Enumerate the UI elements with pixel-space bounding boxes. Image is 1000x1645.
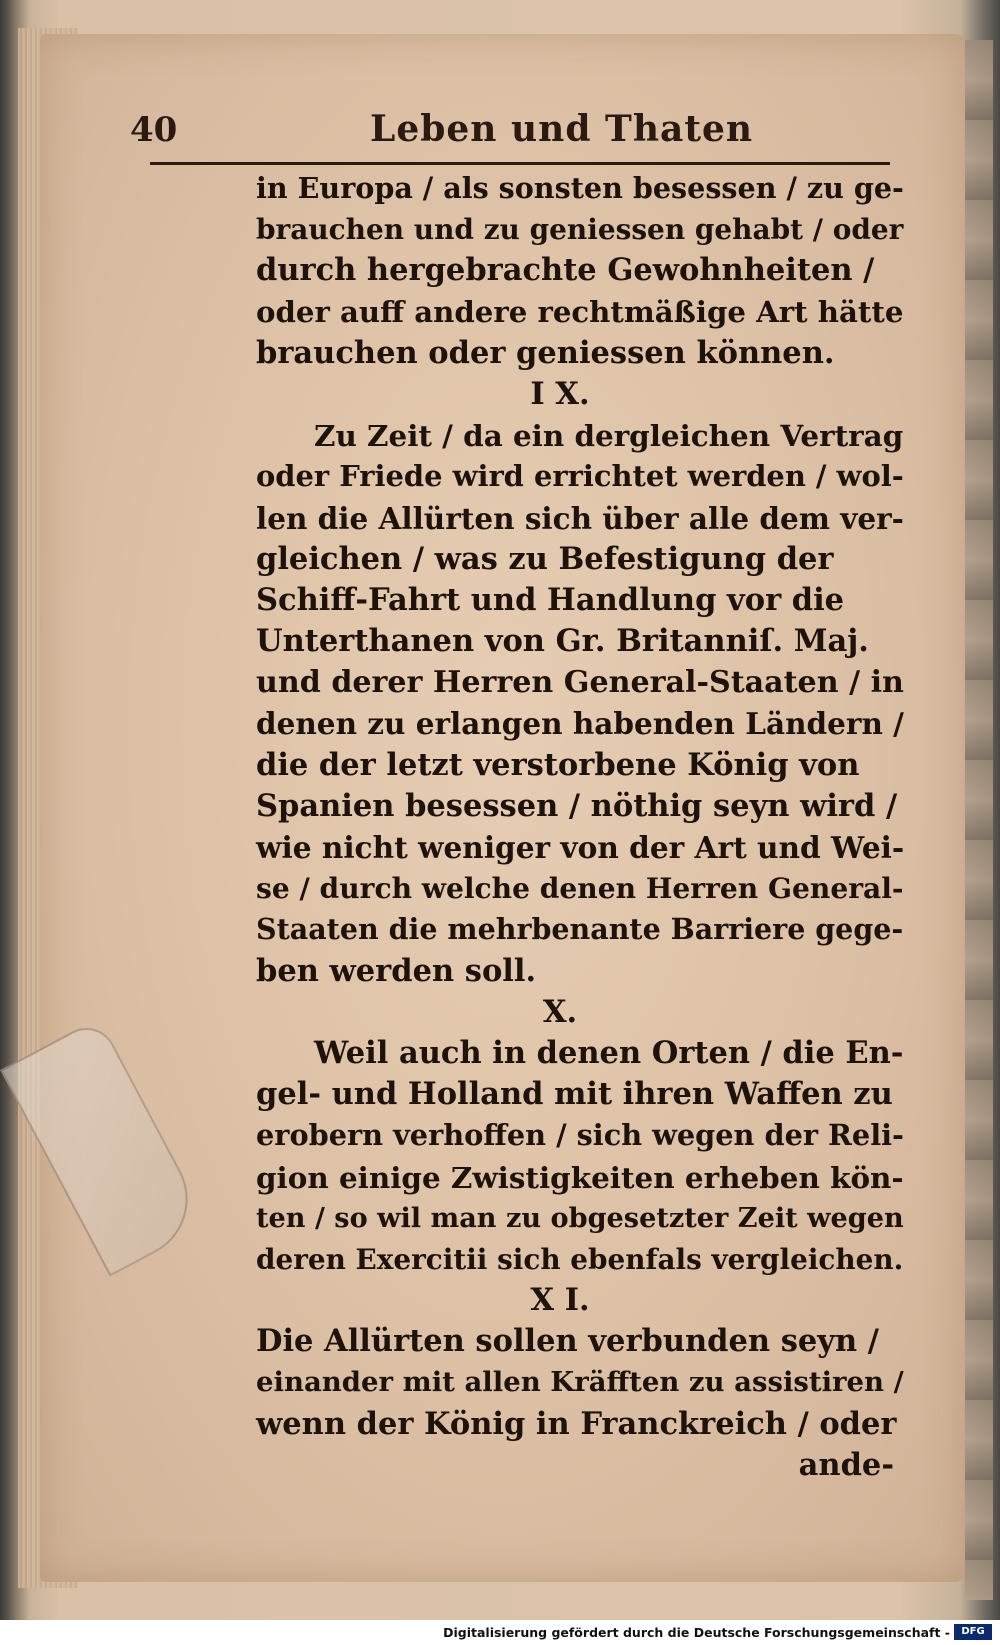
text-line: oder auff andere rechtmäßige Art hätte [256, 294, 904, 329]
text-line: ben werden soll. [256, 952, 537, 989]
header-rule [150, 162, 890, 165]
text-line: Schiff-Fahrt und Handlung vor die [256, 581, 845, 618]
text-line: Zu Zeit / da ein dergleichen Vertrag [314, 418, 904, 454]
page-number: 40 [130, 110, 178, 150]
book-edge-strip [965, 40, 993, 1600]
text-line: erobern verhoffen / sich wegen der Reli- [256, 1118, 904, 1153]
text-line: und derer Herren General-Staaten / in [256, 665, 904, 701]
text-line: deren Exercitii sich ebenfals vergleichen. [256, 1242, 904, 1276]
section-heading: X. [542, 993, 578, 1030]
text-line: Unterthanen von Gr. Britanniſ. Maj. [256, 623, 869, 660]
text-line: len die Allürten sich über alle dem ver- [256, 500, 904, 536]
footer-bar [0, 1620, 1000, 1645]
body-text [256, 168, 904, 1486]
text-line: die der letzt verstorbene König von [256, 746, 860, 783]
text-line: gion einige Zwistigkeiten erheben kön- [256, 1159, 904, 1195]
text-line: wenn der König in Franckreich / oder [256, 1405, 897, 1442]
text-line: brauchen oder geniessen können. [256, 334, 835, 371]
text-line: Weil auch in denen Orten / die En- [314, 1034, 904, 1071]
text-line: einander mit allen Kräfften zu assistiren / [256, 1366, 904, 1399]
text-line: Die Allürten sollen verbunden seyn / [256, 1323, 879, 1360]
dfg-logo: DFG [954, 1624, 992, 1640]
text-line: oder Friede wird errichtet werden / wol- [256, 459, 904, 494]
text-line: denen zu erlangen habenden Ländern / [256, 706, 904, 742]
text-line: gleichen / was zu Befestigung der [256, 540, 834, 577]
section-heading: I X. [530, 375, 590, 412]
text-line: Staaten die mehrbenante Barriere gege- [256, 912, 904, 947]
text-line: ten / so wil man zu obgesetzter Zeit wegen [256, 1202, 904, 1234]
text-line: brauchen und zu geniessen gehabt / oder [256, 213, 904, 247]
text-line: in Europa / als sonsten besessen / zu ge- [256, 171, 904, 205]
text-line: se / durch welche denen Herren General- [256, 872, 904, 906]
text-line: ande- [798, 1446, 894, 1483]
text-line: wie nicht weniger von der Art und Wei- [256, 830, 905, 865]
footer-credit: Digitalisierung gefördert durch die Deutsche Forschungsgemeinschaft - [443, 1625, 950, 1640]
section-heading: X I. [530, 1282, 590, 1319]
page-header [130, 108, 900, 158]
text-line: Spanien besessen / nöthig seyn wird / [256, 787, 898, 824]
text-line: gel- und Holland mit ihren Waffen zu [256, 1076, 893, 1113]
running-head: Leben und Thaten [370, 108, 754, 150]
text-line: durch hergebrachte Gewohnheiten / [256, 252, 875, 289]
